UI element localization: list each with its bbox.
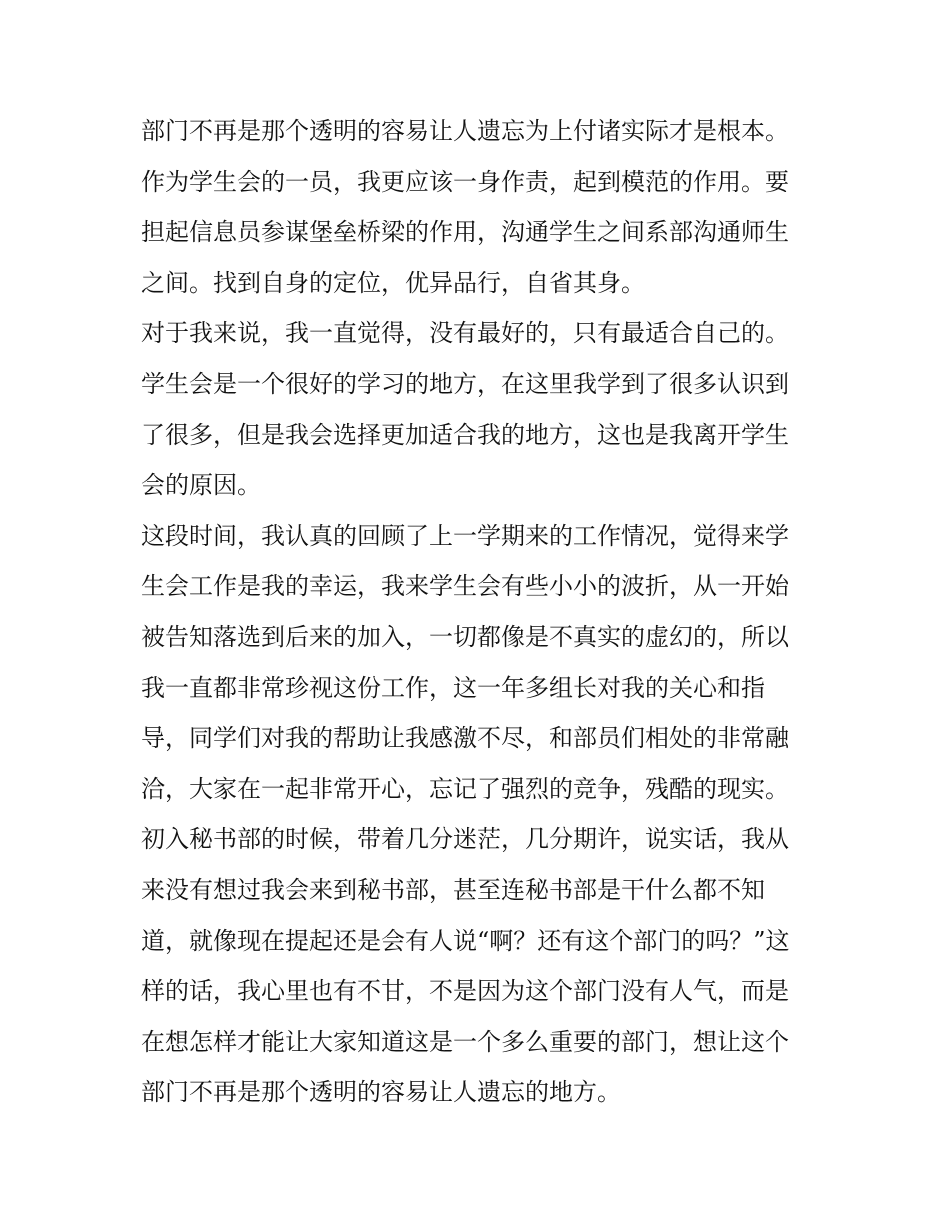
- text-line: 之间。找到自身的定位，优异品行，自省其身。: [141, 268, 645, 297]
- text-line: 担起信息员参谋堡垒桥梁的作用，沟通学生之间系部沟通师生: [141, 218, 789, 247]
- text-line: 导，同学们对我的帮助让我感激不尽，和部员们相处的非常融: [141, 724, 789, 753]
- text-line: 样的话，我心里也有不甘，不是因为这个部门没有人气，而是: [141, 977, 789, 1006]
- text-line: 对于我来说，我一直觉得，没有最好的，只有最适合自己的。: [141, 319, 789, 348]
- body-text: [141, 106, 821, 1118]
- text-line: 了很多，但是我会选择更加适合我的地方，这也是我离开学生: [141, 420, 789, 449]
- text-line: 我一直都非常珍视这份工作，这一年多组长对我的关心和指: [141, 673, 765, 702]
- text-line: 被告知落选到后来的加入，一切都像是不真实的虚幻的，所以: [141, 622, 789, 651]
- text-line: 作为学生会的一员，我更应该一身作责，起到模范的作用。要: [141, 167, 789, 196]
- text-line: 部门不再是那个透明的容易让人遗忘为上付诸实际才是根本。: [141, 117, 789, 145]
- text-line: 部门不再是那个透明的容易让人遗忘的地方。: [141, 1078, 621, 1107]
- text-line: 在想怎样才能让大家知道这是一个多么重要的部门，想让这个: [141, 1027, 789, 1056]
- text-line: 生会工作是我的幸运，我来学生会有些小小的波折，从一开始: [141, 572, 789, 601]
- text-line: 道，就像现在提起还是会有人说“啊？还有这个部门的吗？”这: [141, 926, 790, 955]
- text-line: 会的原因。: [141, 471, 261, 500]
- text-line: 学生会是一个很好的学习的地方，在这里我学到了很多认识到: [141, 369, 789, 398]
- text-line: 来没有想过我会来到秘书部，甚至连秘书部是干什么都不知: [141, 875, 765, 904]
- text-line: 洽，大家在一起非常开心，忘记了强烈的竞争，残酷的现实。: [141, 774, 789, 803]
- text-line: 这段时间，我认真的回顾了上一学期来的工作情况，觉得来学: [141, 521, 789, 550]
- text-line: 初入秘书部的时候，带着几分迷茫，几分期许，说实话，我从: [141, 825, 789, 854]
